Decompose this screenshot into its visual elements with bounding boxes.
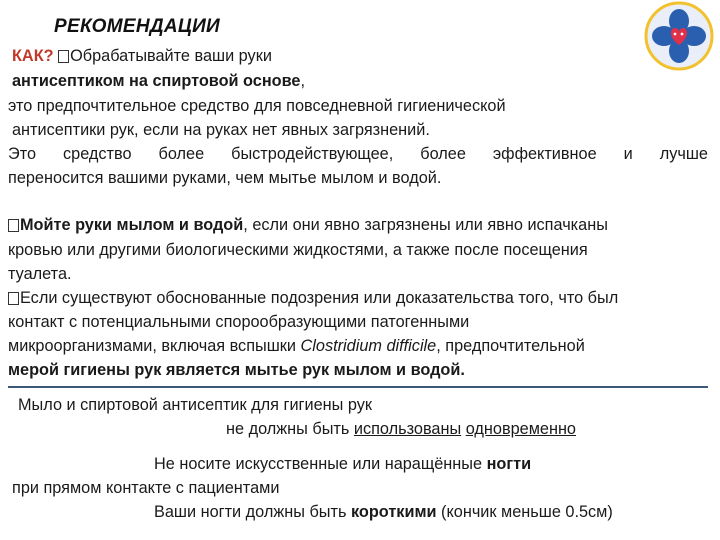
divider xyxy=(8,386,708,388)
para1-line1-text: Обрабатывайте ваши руки xyxy=(70,47,272,65)
para1-line1 xyxy=(12,44,272,68)
short-emphasis: короткими xyxy=(350,503,437,521)
note2-line3 xyxy=(154,500,613,524)
para2-line3: туалета. xyxy=(8,265,72,283)
page-title: РЕКОМЕНДАЦИИ xyxy=(54,16,220,37)
para3-line3-text: микроорганизмами, включая вспышки xyxy=(8,337,301,355)
para2-line1 xyxy=(8,213,608,237)
para3-line3-tail: , предпочтительной xyxy=(436,337,585,355)
note2-line3-text: Ваши ногти должны быть xyxy=(154,503,351,521)
checkbox-square-icon xyxy=(8,219,19,232)
para2-line2: кровью или другими биологическими жидкостями, а также после посещения xyxy=(8,241,588,259)
note2-line2: при прямом контакте с пациентами xyxy=(12,479,280,497)
word: более xyxy=(420,145,466,163)
para3-line1 xyxy=(8,286,618,310)
para1-line2 xyxy=(12,69,305,93)
antiseptic-emphasis: антисептиком на спиртовой основе xyxy=(12,72,301,90)
note2-line1-text: Не носите искусственные или наращённые xyxy=(154,455,487,473)
para1-line4: антисептики рук, если на руках нет явных загрязнений. xyxy=(12,121,430,139)
note1-line1: Мыло и спиртовой антисептик для гигиены рук xyxy=(18,396,372,414)
word: быстродействующее, xyxy=(231,145,394,163)
para3-line1-text: Если существуют обоснованные подозрения или доказательства того, что был xyxy=(20,289,619,307)
word: и xyxy=(623,145,633,163)
wash-hands-emphasis: Мойте руки мылом и водой xyxy=(20,216,244,234)
para1-line2-comma: , xyxy=(300,72,305,90)
word: эффективное xyxy=(492,145,597,163)
para3-line4: мерой гигиены рук является мытье рук мылом и водой. xyxy=(8,361,465,379)
note1-line2-text: не должны быть xyxy=(226,420,354,438)
used-emphasis: использованы xyxy=(353,420,462,438)
checkbox-square-icon xyxy=(58,50,69,63)
para1-line3: это предпочтительное средство для повседневной гигиенической xyxy=(8,97,506,115)
para1-line6: переносится вашими руками, чем мытье мылом и водой. xyxy=(8,169,442,187)
word: Это xyxy=(8,145,37,163)
para3-line3 xyxy=(8,334,585,358)
para1-line5 xyxy=(8,142,708,166)
note2-line3-tail: (кончик меньше 0.5см) xyxy=(436,503,613,521)
kak-label: КАК? xyxy=(12,47,54,65)
word: более xyxy=(158,145,205,163)
hand-hygiene-clover-icon xyxy=(644,1,714,71)
nails-emphasis: ногти xyxy=(486,455,532,473)
para3-line2: контакт с потенциальными спорообразующими патогенными xyxy=(8,313,470,331)
pathogen-name: Clostridium difficile xyxy=(300,337,437,355)
note1-line2 xyxy=(226,417,576,441)
checkbox-square-icon xyxy=(8,292,19,305)
simultaneously-emphasis: одновременно xyxy=(465,420,576,438)
word: лучше xyxy=(659,145,708,163)
para2-line1-text: , если они явно загрязнены или явно испачканы xyxy=(243,216,608,234)
note2-line1 xyxy=(154,452,531,476)
word: средство xyxy=(63,145,132,163)
